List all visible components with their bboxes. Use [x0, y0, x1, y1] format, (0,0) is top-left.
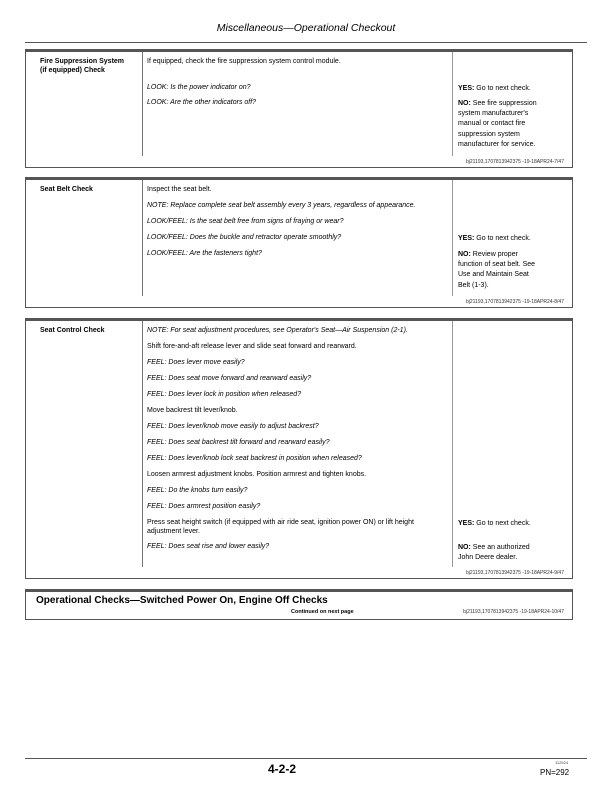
fire-suppression-section [25, 49, 573, 168]
seat-control-question: FEEL: Does lever move easily? [147, 359, 245, 366]
fire-yes [458, 84, 564, 94]
seat-control-step: Move backrest tilt lever/knob. [147, 407, 238, 414]
no-label: NO: [458, 100, 471, 107]
no-text-line: John Deere dealer. [458, 554, 518, 562]
footer-rule [25, 758, 587, 759]
column-divider [452, 321, 453, 567]
seat-belt-intro: Inspect the seat belt. [147, 186, 212, 193]
yes-text: Go to next check. [476, 85, 531, 92]
fire-label-line2: (if equipped) Check [40, 66, 105, 74]
seat-control-question: FEEL: Does seat move forward and rearward easily? [147, 375, 312, 382]
seat-control-step: Shift fore-and-aft release lever and slide seat forward and rearward. [147, 343, 357, 350]
seat-control-label: Seat Control Check [40, 327, 105, 334]
no-text-line: See an authorized [472, 544, 530, 551]
yes-text: Go to next check. [476, 235, 531, 242]
yes-label: YES: [458, 85, 475, 92]
seat-belt-label: Seat Belt Check [40, 186, 93, 193]
seat-height-step [147, 519, 452, 536]
header-rule [25, 42, 587, 43]
seat-belt-section [25, 177, 573, 308]
seat-control-note: NOTE: For seat adjustment procedures, see Operator's Seat—Air Suspension (2-1). [147, 327, 408, 334]
seat-control-step: Loosen armrest adjustment knobs. Position armrest and tighten knobs. [147, 471, 367, 478]
fire-label-line1: Fire Suppression System [40, 58, 125, 65]
no-label: NO: [458, 544, 471, 551]
seat-belt-yes [458, 234, 564, 244]
no-text-line: manual or contact fire [458, 120, 526, 128]
no-text-line: system manufacturer's [458, 110, 529, 118]
fire-reference-code: bj21193,1707813942375 -19-18APR24-7/47 [465, 159, 564, 165]
no-text-line: function of seat belt. See [458, 261, 536, 269]
column-divider [452, 180, 453, 296]
no-label: NO: [458, 251, 471, 258]
seat-height-line: Press seat height switch (if equipped with air ride seat, ignition power ON) or lift height [147, 519, 414, 526]
seat-belt-question: LOOK/FEEL: Does the buckle and retractor operate smoothly? [147, 234, 342, 241]
seat-control-question: FEEL: Does seat rise and lower easily? [147, 543, 270, 550]
seat-belt-question: LOOK/FEEL: Is the seat belt free from signs of fraying or wear? [147, 218, 344, 225]
seat-belt-question: LOOK/FEEL: Are the fasteners tight? [147, 250, 262, 257]
yes-text: Go to next check. [476, 520, 531, 527]
seat-control-reference-code: bj21193,1707813942375 -19-18APR24-9/47 [465, 570, 564, 576]
column-divider [142, 321, 143, 567]
seat-control-question: FEEL: Does lever lock in position when released? [147, 391, 302, 398]
operational-checks-title: Operational Checks—Switched Power On, Engine Off Checks [36, 595, 328, 606]
yes-label: YES: [458, 235, 475, 242]
no-text-line: Use and Maintain Seat [458, 271, 529, 279]
seat-control-question: FEEL: Does seat backrest tilt forward and rearward easily? [147, 439, 330, 446]
seat-control-yes [458, 519, 564, 529]
no-text-line: manufacturer for service. [458, 140, 536, 148]
column-divider [452, 52, 453, 156]
seat-control-question: FEEL: Do the knobs turn easily? [147, 487, 248, 494]
no-text-line: suppression system [458, 130, 520, 138]
seat-control-question: FEEL: Does lever/knob move easily to adjust backrest? [147, 423, 319, 430]
page-header-title: Miscellaneous—Operational Checkout [216, 22, 396, 34]
footer-date-code: 112524 [555, 760, 569, 765]
seat-control-no [458, 543, 564, 563]
seat-control-question: FEEL: Does armrest position easily? [147, 503, 261, 510]
fire-intro: If equipped, check the fire suppression system control module. [147, 58, 341, 65]
seat-control-question: FEEL: Does lever/knob lock seat backrest in position when released? [147, 455, 362, 462]
operational-checks-section [25, 589, 573, 620]
seat-belt-no [458, 250, 564, 291]
fire-look-indicators: LOOK: Are the other indicators off? [147, 99, 257, 106]
fire-no [458, 99, 564, 150]
page-number: 4-2-2 [268, 762, 297, 776]
continued-note: Continued on next page [291, 609, 354, 615]
seat-belt-note: NOTE: Replace complete seat belt assembly every 3 years, regardless of appearance. [147, 202, 416, 209]
fire-check-label [40, 58, 140, 75]
operational-checks-reference-code: bj21193,1707813942375 -19-18APR24-10/47 [463, 609, 564, 615]
no-text-line: Review proper [472, 251, 518, 258]
no-text-line: Belt (1-3). [458, 281, 489, 289]
seat-height-line: adjustment lever. [147, 527, 200, 535]
fire-look-power: LOOK: Is the power indicator on? [147, 84, 251, 91]
column-divider [142, 52, 143, 156]
yes-label: YES: [458, 520, 475, 527]
column-divider [142, 180, 143, 296]
no-text-line: See fire suppression [472, 100, 537, 107]
pn-number: PN=292 [540, 768, 570, 777]
seat-belt-reference-code: bj21193,1707813942375 -19-18APR24-8/47 [465, 299, 564, 305]
seat-control-section [25, 318, 573, 579]
